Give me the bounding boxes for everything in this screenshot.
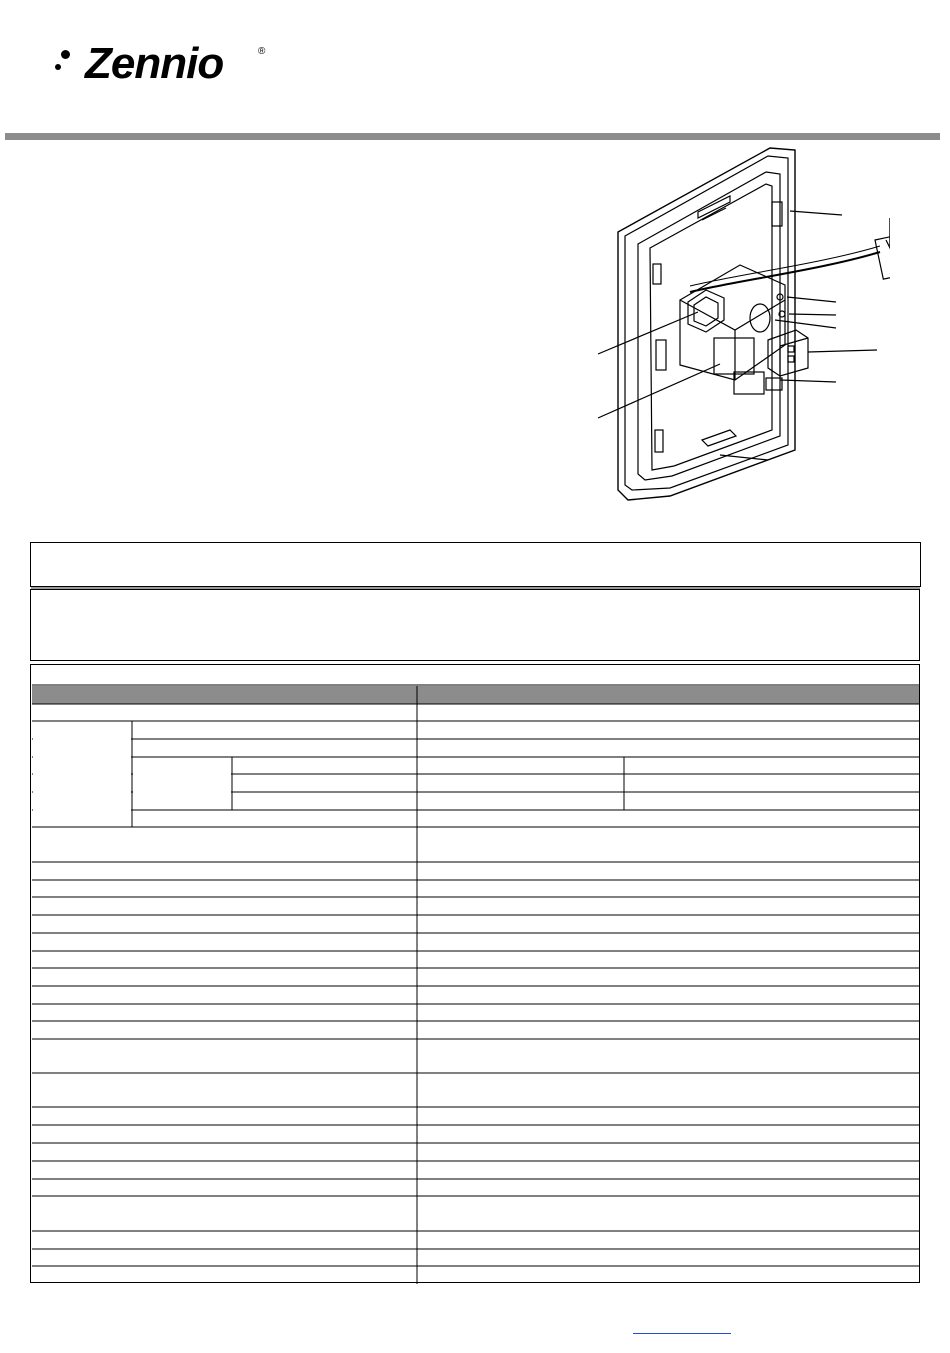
table-header-row xyxy=(32,686,919,704)
merged-cell-mask xyxy=(133,791,231,793)
footer-link[interactable] xyxy=(633,1319,731,1334)
brand-name: Zennio xyxy=(85,39,224,88)
registered-mark: ® xyxy=(258,46,266,57)
device-back-view-drawing xyxy=(590,140,890,512)
specifications-grid xyxy=(31,665,921,1284)
merged-cell-mask xyxy=(33,791,131,793)
merged-cell-mask xyxy=(133,773,231,775)
logo-dot-icon xyxy=(61,50,70,59)
description-box xyxy=(30,589,920,661)
specifications-table xyxy=(30,664,920,1283)
logo-dot-icon xyxy=(55,64,61,70)
merged-cell-mask xyxy=(33,756,131,758)
merged-cell-mask xyxy=(33,738,131,740)
merged-cell-mask xyxy=(33,773,131,775)
zennio-logo xyxy=(55,38,270,93)
header-rule xyxy=(5,133,940,140)
summary-box xyxy=(30,542,921,587)
merged-cell-mask xyxy=(33,809,131,811)
